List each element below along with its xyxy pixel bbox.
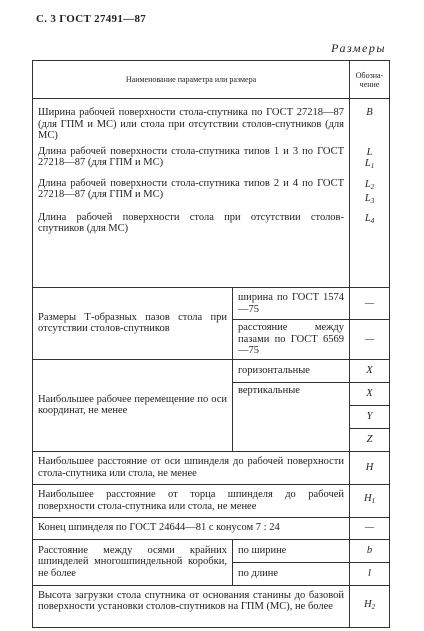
designation-b: b — [350, 539, 390, 562]
designation-X: X — [350, 359, 390, 382]
page-header: С. 3 ГОСТ 27491—87 — [36, 13, 147, 25]
spacing-length: по длине — [233, 562, 350, 585]
column-header-designation: Обозна- чение — [350, 61, 390, 99]
designation-H2: $H_2$ — [350, 585, 390, 627]
table-title: Размеры — [331, 41, 386, 55]
designation-dash: — — [350, 288, 390, 320]
designation-l: l — [350, 562, 390, 585]
param-t-slots: Размеры Т-образных пазов стола при отсутствии столов-спутников — [33, 288, 233, 360]
param-spindle-nose: Конец шпинделя по ГОСТ 24644—81 с конусом 7 : 24 — [33, 517, 350, 539]
designation-B: B — [350, 99, 390, 144]
param-length-no-pallets: Длина рабочей поверхности стола при отсутствии столов-спутников (для МС) — [33, 210, 350, 288]
designation-L2-L3: $L_2$ $L_3$ — [350, 176, 390, 210]
designation-H1: $H_1$ — [350, 484, 390, 517]
param-length-type-2-4: Длина рабочей поверхности стола-спутника типов 2 и 4 по ГОСТ 27218—87 (для ГПМ и МС) — [33, 176, 350, 210]
designation-dash: — — [350, 517, 390, 539]
param-spindle-face-distance: Наибольшее расстояние от торца шпинделя до рабочей поверхности стола-спутника или стола, не менее — [33, 484, 350, 517]
t-slot-spacing: расстояние между пазами по ГОСТ 6569—75 — [233, 320, 350, 360]
designation-L-L1: L $L_1$ — [350, 144, 390, 176]
param-length-type-1-3: Длина рабочей поверхности стола-спутника типов 1 и 3 по ГОСТ 27218—87 (для ГПМ и МС) — [33, 144, 350, 176]
param-loading-height: Высота загрузки стола спутника от основания станины до базовой поверхности установки столов-спутников на ГПМ (МС), не более — [33, 585, 350, 627]
param-spindle-axis-distance: Наибольшее расстояние от оси шпинделя до рабочей поверхности стола-спутника или стола, не менее — [33, 451, 350, 484]
param-table-width: Ширина рабочей поверхности стола-спутника по ГОСТ 27218—87 (для ГПМ и МС) или стола при отсутствии столов-спутников (для МС) — [33, 99, 350, 144]
t-slot-width: ширина по ГОСТ 1574—75 — [233, 288, 350, 320]
param-spindle-spacing: Расстояние между осями крайних шпинделей многошпиндельной коробки, не более — [33, 539, 233, 585]
travel-horizontal: горизонтальные — [233, 359, 350, 382]
designation-dash: — — [350, 320, 390, 360]
travel-vertical: вертикальные — [233, 382, 350, 451]
designation-X: X — [350, 382, 390, 405]
dimensions-table — [32, 60, 390, 628]
spacing-width: по ширине — [233, 539, 350, 562]
designation-L4: $L_4$ — [350, 210, 390, 288]
designation-Z: Z — [350, 428, 390, 451]
column-header-parameter: Наименование параметра или размера — [33, 61, 350, 99]
designation-H: H — [350, 451, 390, 484]
param-max-travel: Наибольшее рабочее перемещение по оси координат, не менее — [33, 359, 233, 451]
designation-Y: Y — [350, 405, 390, 428]
